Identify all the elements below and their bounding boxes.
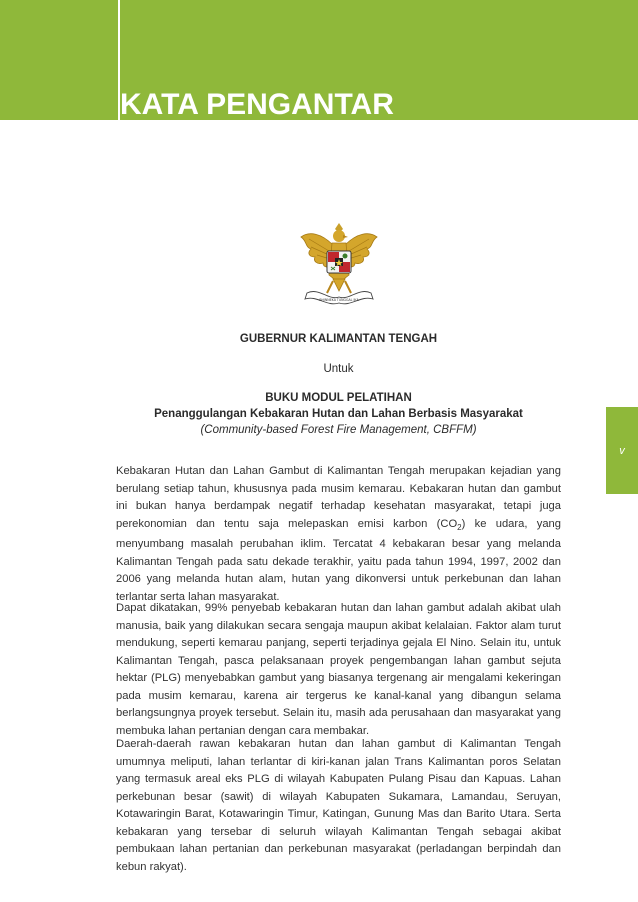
paragraph-1 bbox=[116, 463, 561, 606]
paragraph-1-part-a: Kebakaran Hutan dan Lahan Gambut di Kalimantan Tengah merupakan kejadian yang berulang setiap tahun, khususnya pada musim kemarau. Kebakaran hutan dan gambut ini bukan hanya berdampak negatif terhadap kesehatan masyarakat, tetapi juga perekonomian dan tentu saja melepaskan emisi karbon (CO bbox=[116, 465, 561, 530]
garuda-emblem-icon bbox=[299, 223, 379, 309]
untuk-label: Untuk bbox=[323, 363, 354, 375]
governor-heading: GUBERNUR KALIMANTAN TENGAH bbox=[239, 333, 438, 345]
book-title: BUKU MODUL PELATIHAN bbox=[265, 392, 412, 404]
page-title: KATA PENGANTAR bbox=[120, 88, 394, 121]
book-english-title: (Community-based Forest Fire Management, CBFFM) bbox=[200, 424, 477, 436]
page-number: v bbox=[619, 445, 625, 457]
paragraph-3: Daerah-daerah rawan kebakaran hutan dan lahan gambut di Kalimantan Tengah umumnya meliputi, lahan terlantar di kiri-kanan jalan Trans Kalimantan poros Selatan yang termasuk areal eks PLG di wilayah Kabupaten Pulang Pisau dan Kapuas. Lahan perkebunan besar (sawit) di wilayah Kabupaten Sukamara, Lamandau, Seruyan, Kotawaringin Barat, Kotawaringin Timur, Katingan, Gunung Mas dan Barito Utara. Serta kebakaran yang tersebar di seluruh wilayah Kalimantan Tengah sebagai akibat pembukaan lahan pertanian dan perkebunan masyarakat (perladangan berpindah dan kebun rakyat). bbox=[116, 738, 561, 873]
book-subtitle: Penanggulangan Kebakaran Hutan dan Lahan Berbasis Masyarakat bbox=[154, 408, 523, 420]
page-number-tab bbox=[606, 407, 638, 494]
paragraph-2: Dapat dikatakan, 99% penyebab kebakaran hutan dan lahan gambut adalah akibat ulah manusia, baik yang dilakukan secara sengaja maupun akibat kelalaian. Faktor alam turut mendukung, seperti kemarau panjang, seperti terjadinya gejala El Nino. Selain itu, untuk Kalimantan Tengah, pasca pelaksanaan proyek pengembangan lahan gambut sejuta hektar (PLG) menyebabkan gambut yang biasanya tergenang air mengalami kekeringan pada musim kemarau, karena air tergerus ke kanal-kanal yang dibangun selama berlangsungnya proyek tersebut. Selain itu, masih ada perusahaan dan masyarakat yang membuka lahan pertanian dengan cara membakar. bbox=[116, 602, 561, 737]
paragraph-1-part-b: ) ke udara, yang menyumbang masalah perubahan iklim. Tercatat 4 kebakaran besar yang melanda Kalimantan Tengah pada satu dekade terakhir, yaitu pada tahun 1994, 1997, 2002 dan 2006 yang melanda hutan alam, hutan yang dikonversi untuk perkebunan dan lahan terlantar serta lahan masyarakat. bbox=[116, 517, 562, 603]
emblem-motto: BHINNEKA TUNGGAL IKA bbox=[319, 298, 359, 302]
co2-subscript: 2 bbox=[457, 522, 462, 532]
